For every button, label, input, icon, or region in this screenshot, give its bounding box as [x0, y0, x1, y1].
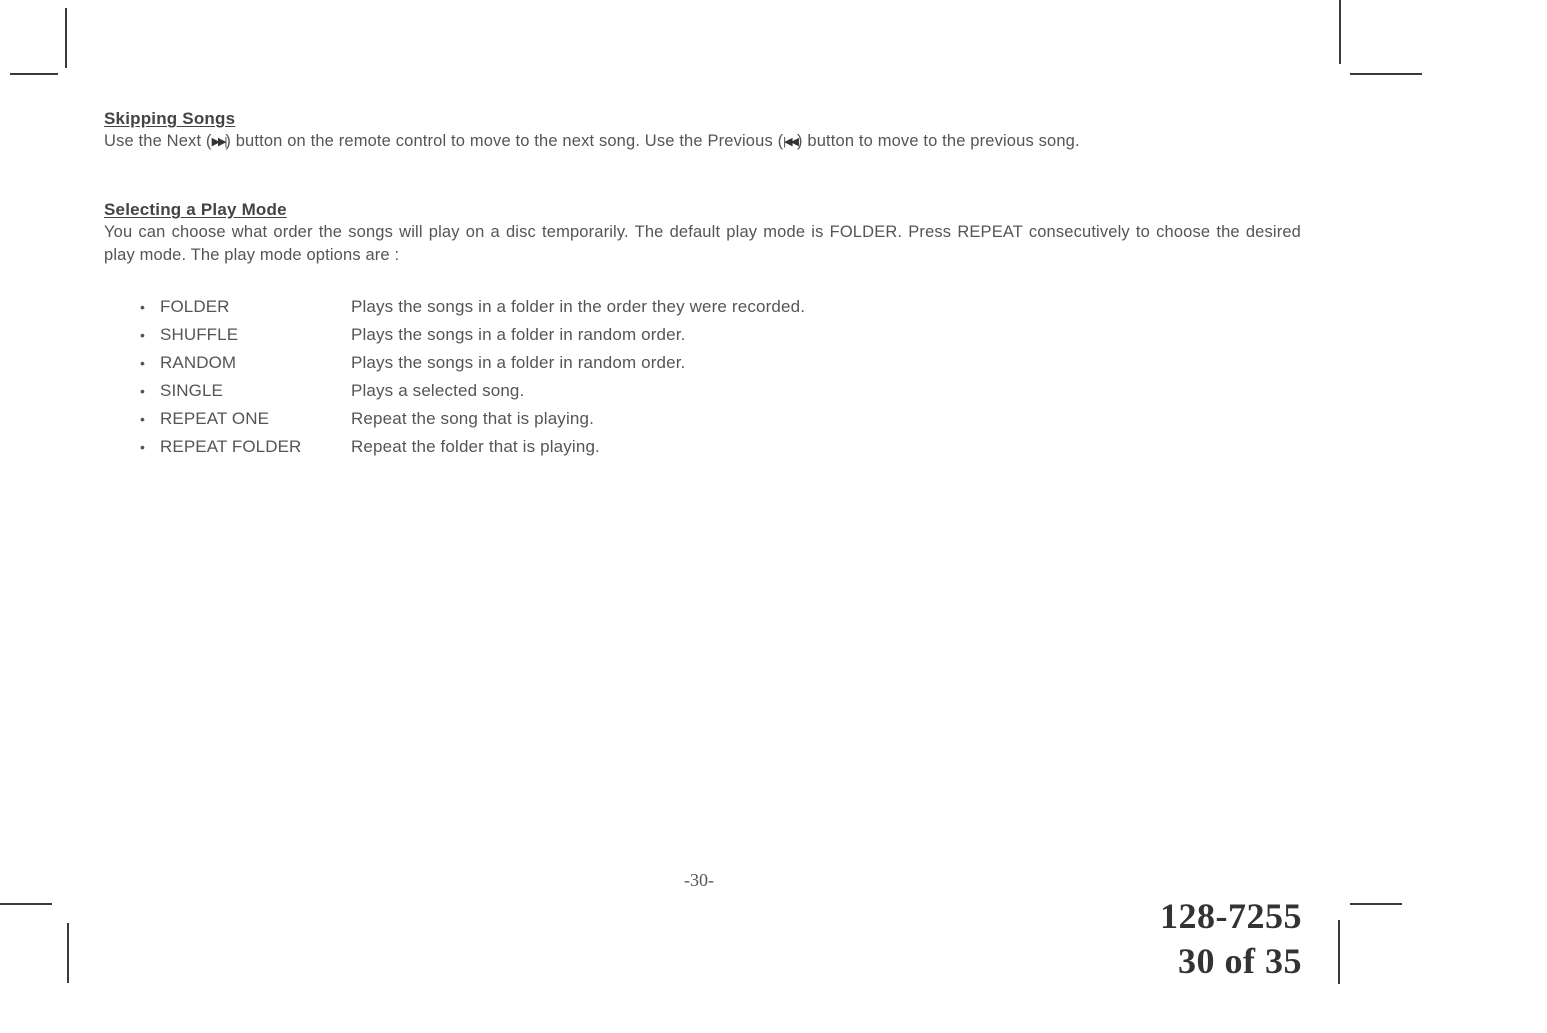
play-mode-list	[140, 293, 805, 461]
play-mode-heading: Selecting a Play Mode	[104, 200, 287, 219]
mode-name: SINGLE	[160, 381, 223, 400]
skipping-text-part-1: Use the Next (	[104, 132, 212, 150]
list-item	[140, 293, 805, 321]
crop-mark-bottom-left-vertical	[67, 923, 69, 983]
next-track-icon: ▶▶|	[211, 136, 226, 148]
play-mode-intro: You can choose what order the songs will play on a disc temporarily. The default play mode is FOLDER. Press REPEAT consecutively to choose the desired play mode. The play mode options are :	[104, 223, 1301, 264]
mode-name: SHUFFLE	[160, 325, 239, 344]
mode-description: Plays the songs in a folder in random order.	[351, 353, 686, 372]
bullet: •	[140, 411, 145, 427]
previous-track-icon: |◀◀	[783, 136, 798, 148]
play-mode-section	[104, 200, 1301, 267]
bullet: •	[140, 355, 145, 371]
bullet: •	[140, 439, 145, 455]
document-id: 128-7255	[1160, 896, 1302, 936]
crop-mark-top-right-vertical	[1339, 0, 1341, 64]
crop-mark-top-left-vertical	[65, 8, 67, 68]
skipping-songs-heading: Skipping Songs	[104, 109, 236, 128]
list-item	[140, 377, 805, 405]
bullet: •	[140, 299, 145, 315]
mode-name: FOLDER	[160, 297, 230, 316]
mode-name: RANDOM	[160, 353, 237, 372]
crop-mark-bottom-right-horizontal	[1350, 903, 1402, 905]
bullet: •	[140, 383, 145, 399]
page-number: -30-	[684, 870, 714, 890]
skipping-songs-text	[104, 130, 1304, 154]
crop-mark-top-left-horizontal	[10, 73, 58, 75]
bullet: •	[140, 327, 145, 343]
mode-description: Plays the songs in a folder in the order they were recorded.	[351, 297, 806, 316]
crop-mark-top-right-horizontal	[1350, 73, 1422, 75]
mode-name: REPEAT ONE	[160, 409, 270, 428]
mode-name: REPEAT FOLDER	[160, 437, 302, 456]
page-of-count: 30 of 35	[1178, 941, 1302, 981]
mode-description: Repeat the folder that is playing.	[351, 437, 600, 456]
list-item	[140, 321, 805, 349]
mode-description: Repeat the song that is playing.	[351, 409, 594, 428]
skipping-text-part-3: ) button to move to the previous song.	[797, 132, 1080, 150]
list-item	[140, 405, 805, 433]
skipping-text-part-2: ) button on the remote control to move to the next song. Use the Previous (	[225, 132, 784, 150]
list-item	[140, 433, 805, 461]
skipping-songs-section	[104, 109, 1304, 154]
mode-description: Plays a selected song.	[351, 381, 525, 400]
crop-mark-bottom-left-horizontal	[0, 903, 52, 905]
list-item	[140, 349, 805, 377]
crop-mark-bottom-right-vertical	[1338, 920, 1340, 984]
mode-description: Plays the songs in a folder in random order.	[351, 325, 686, 344]
